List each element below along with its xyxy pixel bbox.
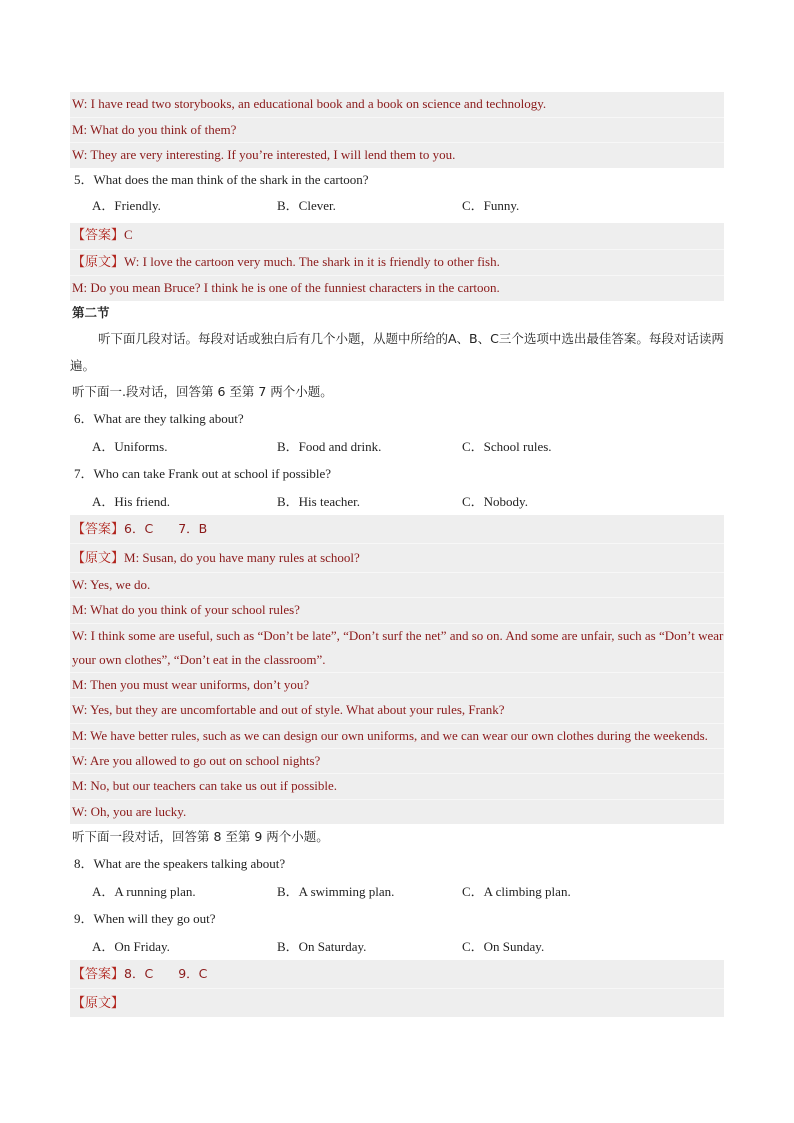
answer-tag: 【答案】 [72, 967, 125, 982]
script-line: W: They are very interesting. If you’re interested, I will lend them to you. [70, 142, 724, 168]
script-row [70, 543, 724, 572]
section-instruction: 听下面几段对话。每段对话或独白后有几个小题，从题中所给的A、B、C三个选项中选出最佳答案。每段对话读两遍。 [70, 330, 724, 373]
answer-row [70, 515, 724, 543]
answer-row [70, 223, 724, 249]
option-b: B．Food and drink. [277, 438, 382, 454]
question-5-options [70, 192, 724, 219]
question-7-options [70, 488, 724, 515]
script-line: W: Yes, we do. [70, 572, 724, 598]
option-a: A．A running plan. [92, 884, 196, 899]
script-line: W: Are you allowed to go out on school nights? [70, 748, 724, 774]
question-8: 8．What are the speakers talking about? [74, 856, 286, 871]
question-9: 9．When will they go out? [74, 911, 216, 926]
option-c: C．School rules. [462, 438, 552, 454]
script-line: M: What do you think of your school rules? [70, 597, 724, 623]
answer-row [70, 960, 724, 988]
script-line: M: What do you think of them? [70, 117, 724, 143]
option-a: A．Friendly. [92, 198, 161, 213]
script-line: W: I think some are useful, such as “Don’t be late”, “Don’t surf the net” and so on. And some are unfair, such as “Don’t wear your own clothes”, “Don’t eat in the classroom”. [70, 623, 724, 672]
script-line: W: Oh, you are lucky. [70, 799, 724, 825]
answer-value: 6．C 7．B [124, 520, 208, 536]
dialogue-intro: 听下面一段对话，回答第 8 至第 9 两个小题。 [72, 829, 329, 844]
option-c: C．On Sunday. [462, 939, 545, 954]
question-8-options [70, 878, 724, 905]
script-line: W: I have read two storybooks, an educational book and a book on science and technology. [70, 92, 724, 117]
answer-tag: 【答案】 [72, 228, 125, 243]
answer-value: C [124, 227, 133, 242]
question-7: 7．Who can take Frank out at school if possible? [74, 465, 332, 481]
script-line: M: Susan, do you have many rules at school? [124, 549, 360, 565]
dialogue-intro: 听下面一.段对话，回答第 6 至第 7 两个小题。 [72, 383, 333, 399]
option-c: C．Funny. [462, 198, 520, 213]
question-5: 5．What does the man think of the shark in the cartoon? [74, 171, 369, 187]
option-b: B．On Saturday. [277, 939, 367, 954]
script-line: M: No, but our teachers can take us out if possible. [70, 773, 724, 799]
script-line: M: Then you must wear uniforms, don’t you? [70, 672, 724, 698]
answer-value: 8．C 9．C [124, 966, 208, 981]
script-line: W: Yes, but they are uncomfortable and out of style. What about your rules, Frank? [70, 697, 724, 723]
option-c: C．Nobody. [462, 493, 528, 509]
option-b: B．His teacher. [277, 493, 361, 509]
script-tag: 【原文】 [72, 996, 125, 1011]
script-line: M: Do you mean Bruce? I think he is one of the funniest characters in the cartoon. [70, 275, 724, 301]
script-row [70, 249, 724, 276]
script-row [70, 988, 724, 1017]
script-tag: 【原文】 [72, 254, 125, 270]
option-c: C．A climbing plan. [462, 884, 571, 899]
option-a: A．On Friday. [92, 939, 170, 954]
option-a: A．Uniforms. [92, 438, 168, 454]
option-b: B．A swimming plan. [277, 884, 395, 899]
script-line: M: We have better rules, such as we can design our own uniforms, and we can wear our own clothes during the weekends. [70, 723, 724, 748]
section-heading: 第二节 [72, 304, 110, 320]
document-page [70, 92, 724, 1017]
option-b: B．Clever. [277, 198, 336, 213]
script-line: W: I love the cartoon very much. The shark in it is friendly to other fish. [124, 253, 500, 269]
option-a: A．His friend. [92, 493, 170, 509]
question-6: 6．What are they talking about? [74, 410, 244, 426]
question-6-options [70, 433, 724, 460]
question-9-options [70, 933, 724, 960]
answer-tag: 【答案】 [72, 521, 125, 537]
script-tag: 【原文】 [72, 550, 125, 566]
